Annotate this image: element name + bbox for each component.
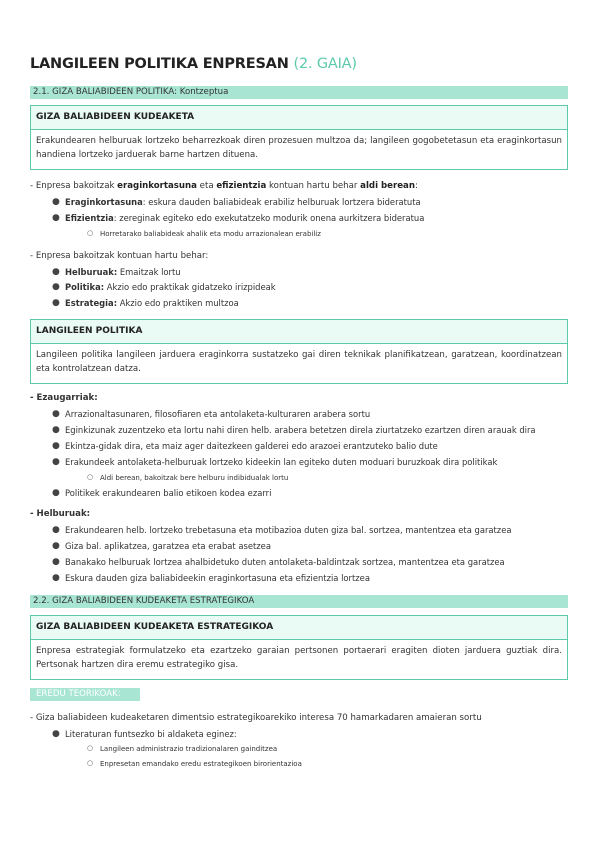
list-item [52,197,421,207]
bullet-icon: ● [52,457,60,467]
bullet-icon: ● [52,425,60,435]
bullet-icon: ● [52,282,60,292]
item-bold: Politika: [65,282,105,292]
p1-bold-1: eraginkortasuna [117,181,197,191]
bullet-icon: ● [52,729,60,739]
page-title [30,56,357,72]
paragraph-kontuan-hartu: - Enpresa bakoitzak kontuan hartu behar: [30,251,209,261]
list-item [52,557,505,567]
list-item [52,573,370,583]
helburuak-label: - Helburuak: [30,509,91,519]
paragraph-eraginkortasuna [30,181,418,191]
p1-bold-3: aldi berean [360,181,415,191]
list-item [52,282,276,292]
list-item [52,409,371,419]
p1-mid-2: kontuan hartu behar [266,181,361,191]
sub-item-text: Enpresetan emandako eredu estrategikoen birorientazioa [100,760,302,768]
list-item [52,425,536,435]
eredu-intro: - Giza baliabideen kudeaketaren dimentsio estrategikoarekiko interesa 70 hamarkadaren amaieran sortu [30,713,482,723]
sub-list-item [87,229,321,238]
bullet-icon: ● [52,267,60,277]
item-text: Erakundearen helb. lortzeko trebetasuna eta motibazioa duten giza bal. sortzea, mantentzea eta garatzea [65,525,512,535]
section-2-1-bar: 2.1. GIZA BALIABIDEEN POLITIKA: Kontzeptua [30,86,568,99]
item-text: Akzio edo praktiken multzoa [117,298,239,308]
item-text: Eskura dauden giza baliabideekin eraginkortasuna eta efizientzia lortzea [65,573,370,583]
box-langileen-politika-body: Langileen politika langileen jarduera eraginkorra sustatzeko gai diren teknikak planifikatzean, garatzean, koordinatzean eta kontrolatzean datza. [30,344,568,384]
bullet-icon: ● [52,441,60,451]
bullet-icon: ● [52,197,60,207]
list-item [52,267,181,277]
item-text: Banakako helburuak lortzea ahalbidetuko duten antolaketa-baldintzak sortzea, mantentzea eta garatzea [65,557,505,567]
list-item [52,525,512,535]
bullet-icon: ● [52,409,60,419]
p1-bold-2: efizientzia [216,181,267,191]
item-text: Politikek erakundearen balio etikoen kodea ezarri [65,488,272,498]
list-item [52,541,271,551]
circle-bullet-icon: ○ [87,744,94,752]
bullet-icon: ● [52,298,60,308]
title-main: LANGILEEN POLITIKA ENPRESAN [30,56,289,72]
item-bold: Eraginkortasuna [65,197,143,207]
p1-mid-1: eta [196,181,217,191]
item-text: Erakundeek antolaketa-helburuak lortzeko kideekin lan egiteko duten moduari buruzkoak dira politikak [65,457,498,467]
circle-bullet-icon: ○ [87,473,94,481]
list-item [52,298,239,308]
bullet-icon: ● [52,557,60,567]
sub-item-text: Langileen administrazio tradizionalaren gainditzea [100,745,278,753]
list-item [52,729,237,739]
item-text: Arrazionaltasunaren, filosofiaren eta antolaketa-kulturaren arabera sortu [65,409,371,419]
sub-list-item [87,759,302,768]
item-bold: Helburuak: [65,267,118,277]
p1-pre: - Enpresa bakoitzak [30,181,118,191]
bullet-icon: ● [52,488,60,498]
box-kudeaketa-estrategikoa-body: Enpresa estrategiak formulatzeko eta ezartzeko garaian pertsonen portaerari eragiten dioten jarduera guztiak dira. Pertsonak hartzen dira eremu estrategiko gisa. [30,640,568,680]
circle-bullet-icon: ○ [87,759,94,767]
eredu-teorikoak-tag: EREDU TEORIKOAK: [30,688,140,701]
bullet-icon: ● [52,213,60,223]
item-text: Akzio edo praktikak gidatzeko irizpideak [104,282,276,292]
bullet-icon: ● [52,541,60,551]
item-text: : zereginak egiteko edo exekutatzeko modurik onena aurkitzera bideratua [113,213,425,223]
list-item [52,441,438,451]
bullet-icon: ● [52,525,60,535]
item-text: Giza bal. aplikatzea, garatzea eta erabat asetzea [65,541,271,551]
list-item [52,488,272,498]
section-2-2-bar: 2.2. GIZA BALIABIDEEN KUDEAKETA ESTRATEGIKOA [30,595,568,608]
item-text: Literaturan funtsezko bi aldaketa eginez: [65,729,237,739]
box-giza-baliabideen-kudeaketa-head: GIZA BALIABIDEEN KUDEAKETA [30,105,568,130]
box-langileen-politika-head: LANGILEEN POLITIKA [30,319,568,344]
item-text: : eskura dauden baliabideak erabiliz helburuak lortzera bideratuta [142,197,421,207]
list-item [52,457,498,467]
sub-list-item [87,744,278,753]
bullet-icon: ● [52,573,60,583]
box-kudeaketa-estrategikoa-head: GIZA BALIABIDEEN KUDEAKETA ESTRATEGIKOA [30,615,568,640]
sub-item-text: Aldi berean, bakoitzak bere helburu indibidualak lortu [100,474,289,482]
ezaugarriak-label: - Ezaugarriak: [30,393,98,403]
item-text: Eginkizunak zuzentzeko eta lortu nahi diren helb. arabera betetzen direla ziurtatzeko ezartzen diren arauak dira [65,425,536,435]
list-item [52,213,425,223]
title-accent: (2. GAIA) [293,56,357,72]
box-giza-baliabideen-kudeaketa-body: Erakundearen helburuak lortzeko beharrezkoak diren prozesuen multzoa da; langileen gogobetetasun eta eraginkortasun handiena lortzeko jarduerak barne hartzen dituena. [30,130,568,170]
item-text: Emaitzak lortu [117,267,181,277]
p1-post: : [414,181,418,191]
item-bold: Efizientzia [65,213,114,223]
circle-bullet-icon: ○ [87,229,94,237]
sub-item-text: Horretarako baliabideak ahalik eta modu arrazionalean erabiliz [100,230,321,238]
sub-list-item [87,473,289,482]
item-text: Ekintza-gidak dira, eta maiz ager daitezkeen galderei edo arazoei erantzuteko balio dute [65,441,438,451]
item-bold: Estrategia: [65,298,118,308]
